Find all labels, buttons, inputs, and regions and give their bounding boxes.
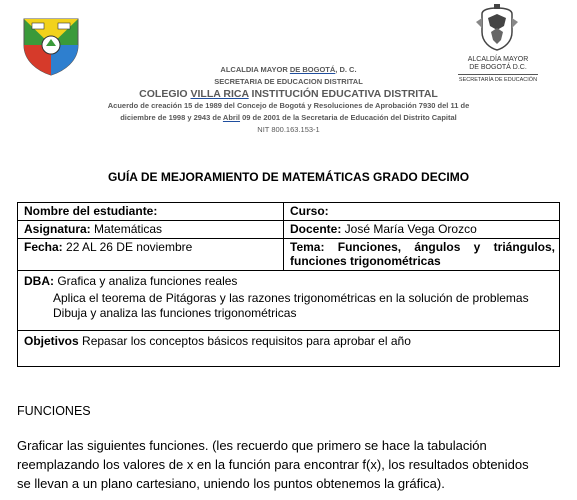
header-line1-post: , D. C. — [335, 65, 357, 74]
dba-line1: Grafica y analiza funciones reales — [54, 274, 238, 288]
header-line5-pre: diciembre de 1998 y 2943 de — [120, 113, 223, 122]
objectives-value: Repasar los conceptos básicos requisitos para aprobar el año — [78, 334, 411, 348]
header-line1 — [0, 65, 577, 74]
dba-label: DBA: — [24, 274, 54, 288]
topic-cell — [284, 239, 560, 271]
paragraph-line3: se llevan a un plano cartesiano, uniendo los puntos obtenemos la gráfica). — [17, 476, 445, 491]
student-name-label: Nombre del estudiante: — [24, 204, 158, 218]
header-line1-link: DE BOGOTÁ — [289, 65, 336, 74]
paragraph-line1: Graficar las siguientes funciones. (les recuerdo que primero se hace la tabulación — [17, 438, 487, 453]
subject-value: Matemáticas — [90, 222, 163, 236]
dba-line2: Aplica el teorema de Pitágoras y las razones trigonométricas en la solución de problemas — [53, 291, 529, 305]
header-line3-pre: COLEGIO — [139, 88, 191, 100]
subject-label: Asignatura: — [24, 222, 91, 236]
date-label: Fecha: — [24, 240, 63, 254]
instructions-paragraph — [17, 436, 572, 493]
header-line2: SECRETARIA DE EDUCACION DISTRITAL — [214, 77, 363, 86]
dba-line3: Dibuja y analiza las funciones trigonométricas — [53, 306, 297, 320]
bogota-coat-of-arms-icon — [474, 4, 520, 52]
topic-value: Funciones, ángulos y triángulos, funciones trigonométricas — [290, 240, 555, 268]
header-line1-pre: ALCALDIA MAYOR — [220, 65, 290, 74]
subject-cell — [18, 221, 284, 239]
header-line5-post: 09 de 2001 de la Secretaria de Educación del Distrito Capital — [240, 113, 457, 122]
student-info-table — [17, 202, 560, 367]
teacher-cell — [284, 221, 560, 239]
date-value: 22 AL 26 DE noviembre — [62, 240, 193, 254]
right-logo-line2: DE BOGOTÁ D.C. — [469, 64, 527, 71]
paragraph-line2: reemplazando los valores de x en la función para encontrar f(x), los resultados obtenidos — [17, 457, 529, 472]
header-line3-post: INSTITUCIÓN EDUCATIVA DISTRITAL — [248, 88, 438, 100]
teacher-label: Docente: — [290, 222, 342, 236]
header-line4: Acuerdo de creación 15 de 1989 del Concejo de Bogotá y Resoluciones de Aprobación 7930 del 11 de — [107, 101, 470, 110]
date-cell — [18, 239, 284, 271]
header-line3-link: VILLA RICA — [190, 88, 249, 100]
right-logo-line1: ALCALDÍA MAYOR — [467, 56, 529, 63]
header-school-name — [0, 88, 577, 100]
header-nit: NIT 800.163.153-1 — [257, 125, 320, 134]
document-title: GUÍA DE MEJORAMIENTO DE MATEMÁTICAS GRADO DECIMO — [107, 170, 470, 184]
topic-label: Tema: — [290, 240, 325, 254]
course-label: Curso: — [290, 204, 329, 218]
header-line5 — [0, 113, 577, 122]
right-logo-line3: SECRETARÍA DE EDUCACIÓN — [458, 74, 538, 84]
course-cell[interactable] — [284, 203, 560, 221]
dba-cell — [18, 271, 560, 331]
objectives-cell — [18, 331, 560, 367]
objectives-label: Objetivos — [24, 334, 79, 348]
student-name-cell[interactable] — [18, 203, 284, 221]
teacher-value: José María Vega Orozco — [341, 222, 477, 236]
header-line5-link: Abril — [222, 113, 241, 122]
section-heading: FUNCIONES — [17, 404, 91, 418]
